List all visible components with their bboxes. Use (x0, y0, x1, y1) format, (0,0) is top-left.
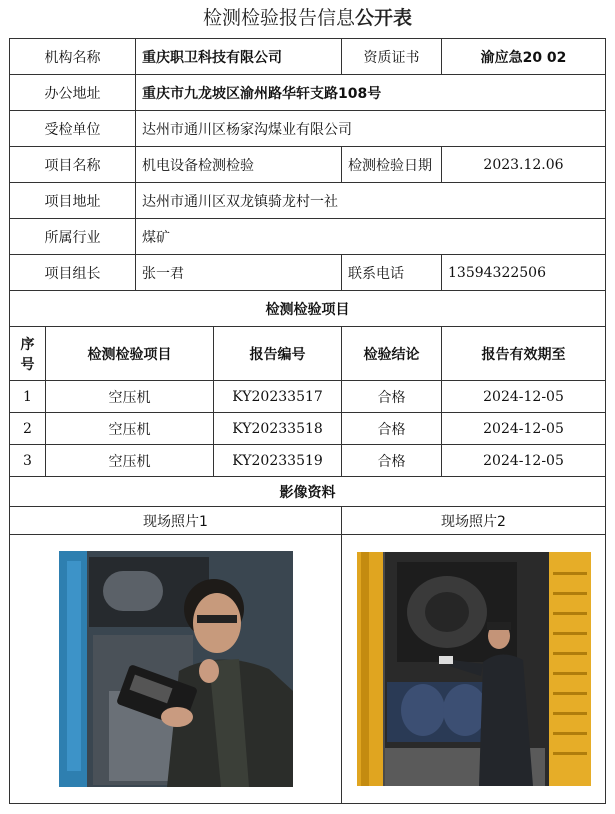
photo2-cell (342, 535, 606, 804)
row-no: 1 (10, 381, 46, 413)
site-photo-2 (357, 552, 591, 786)
phone-label: 联系电话 (342, 255, 442, 291)
industry-value: 煤矿 (136, 219, 606, 255)
cert-label: 资质证书 (342, 39, 442, 75)
industry-label: 所属行业 (10, 219, 136, 255)
col-header-report: 报告编号 (214, 327, 342, 381)
project-address-label: 项目地址 (10, 183, 136, 219)
col-header-no: 序号 (10, 327, 46, 381)
org-name-value: 重庆职卫科技有限公司 (136, 39, 342, 75)
inspection-date-value: 2023.12.06 (442, 147, 606, 183)
row-item: 空压机 (46, 445, 214, 477)
items-section-heading: 检测检验项目 (10, 291, 606, 327)
row-result: 合格 (342, 445, 442, 477)
client-label: 受检单位 (10, 111, 136, 147)
row-result: 合格 (342, 381, 442, 413)
row-report: KY20233519 (214, 445, 342, 477)
row-item: 空压机 (46, 413, 214, 445)
row-valid: 2024-12-05 (442, 445, 606, 477)
org-name-label: 机构名称 (10, 39, 136, 75)
photo1-cell (10, 535, 342, 804)
col-header-valid: 报告有效期至 (442, 327, 606, 381)
client-value: 达州市通川区杨家沟煤业有限公司 (136, 111, 606, 147)
table-row (10, 445, 606, 477)
inspection-date-label: 检测检验日期 (342, 147, 442, 183)
office-address-value: 重庆市九龙坡区渝州路华轩支路108号 (136, 75, 606, 111)
table-row (10, 381, 606, 413)
table-row (10, 413, 606, 445)
project-leader-label: 项目组长 (10, 255, 136, 291)
phone-value: 13594322506 (442, 255, 606, 291)
photo2-label: 现场照片2 (342, 507, 606, 535)
project-name-label: 项目名称 (10, 147, 136, 183)
row-item: 空压机 (46, 381, 214, 413)
row-report: KY20233518 (214, 413, 342, 445)
row-valid: 2024-12-05 (442, 381, 606, 413)
site-photo-1 (59, 551, 293, 787)
photo1-label: 现场照片1 (10, 507, 342, 535)
row-valid: 2024-12-05 (442, 413, 606, 445)
row-no: 2 (10, 413, 46, 445)
row-no: 3 (10, 445, 46, 477)
page-title: 检测检验报告信息公开表 (202, 7, 413, 29)
row-result: 合格 (342, 413, 442, 445)
report-table (9, 38, 606, 804)
project-leader-value: 张一君 (136, 255, 342, 291)
media-section-heading: 影像资料 (10, 477, 606, 507)
project-address-value: 达州市通川区双龙镇骑龙村一社 (136, 183, 606, 219)
office-address-label: 办公地址 (10, 75, 136, 111)
col-header-item: 检测检验项目 (46, 327, 214, 381)
col-header-result: 检验结论 (342, 327, 442, 381)
row-report: KY20233517 (214, 381, 342, 413)
cert-value: 渝应急20 02 (442, 39, 606, 75)
project-name-value: 机电设备检测检验 (136, 147, 342, 183)
